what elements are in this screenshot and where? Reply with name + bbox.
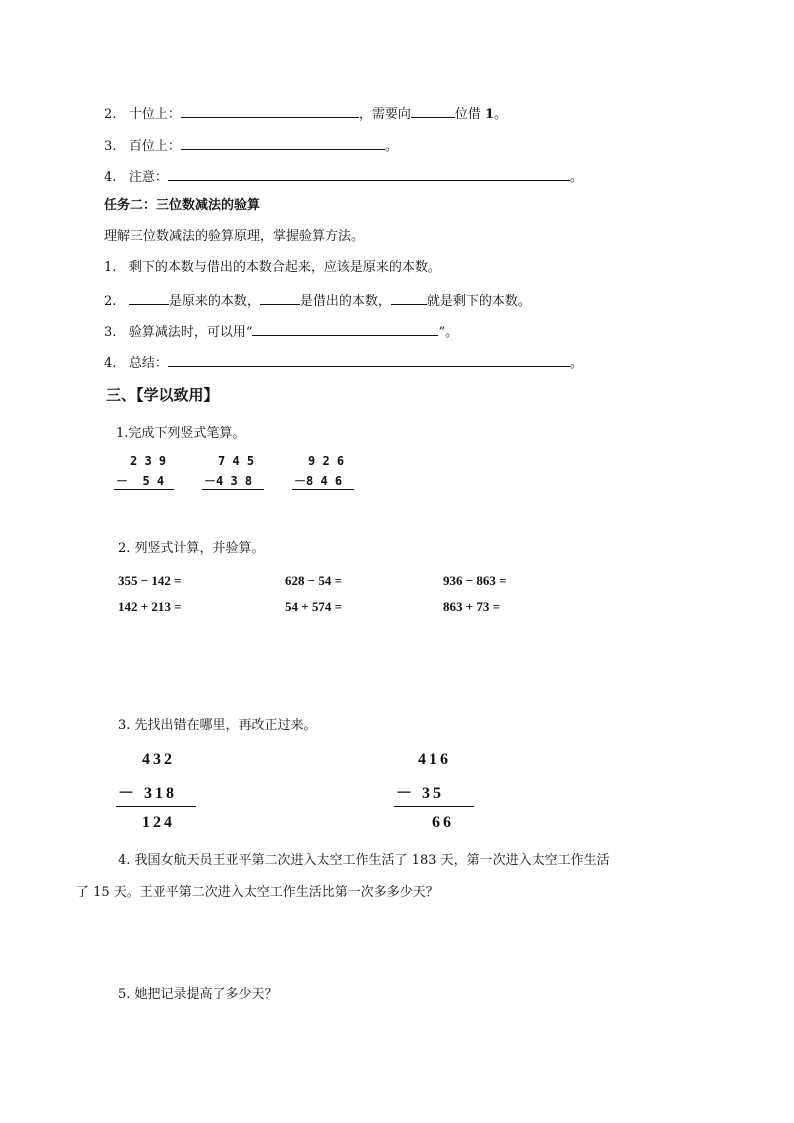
item-label: 总结： <box>128 356 168 371</box>
q1-problem-2-bottom: －4 3 8 <box>204 474 253 488</box>
punct: 。 <box>494 107 508 122</box>
step-label: 注意： <box>128 170 168 185</box>
step-number: 3. <box>104 139 117 154</box>
step-4-notice <box>104 166 583 187</box>
item-text: 剩下的本数与借出的本数合起来，应该是原来的本数。 <box>128 260 441 275</box>
item-text: 就是剩下的本数。 <box>426 294 531 309</box>
q3-problem-1-bottom: － 318 <box>118 785 178 802</box>
step-3-hundreds <box>104 135 398 156</box>
section3-title: 三、【学以致用】 <box>106 386 219 404</box>
step-number-one: 1 <box>485 107 495 122</box>
item-text: 是原来的本数， <box>168 294 260 309</box>
q2-calc: 355 − 142 = <box>118 573 182 588</box>
q1-label: 1.完成下列竖式笔算。 <box>116 426 246 441</box>
task2-item-3 <box>104 321 458 342</box>
task2-item-2 <box>104 290 531 311</box>
answer-blank[interactable] <box>391 290 427 305</box>
punct: 。 <box>569 356 583 371</box>
task2-item-4 <box>104 352 583 373</box>
q3-problem-2-bottom: － 35 <box>396 785 445 802</box>
q1-problem-3-rule <box>292 489 354 490</box>
q1-problem-2-rule <box>202 489 264 490</box>
q2-calc: 142 + 213 = <box>118 599 182 614</box>
answer-blank[interactable] <box>168 166 570 181</box>
step-number: 2. <box>104 107 117 122</box>
q2-calc: 54 + 574 = <box>285 599 343 614</box>
q2-calc: 863 + 73 = <box>443 599 501 614</box>
q3-problem-2-result: 66 <box>432 814 454 831</box>
q1-problem-1-bottom: － 5 4 <box>116 474 165 488</box>
q3-label: 3. 先找出错在哪里，再改正过来。 <box>118 718 317 733</box>
punct: 。 <box>384 139 398 154</box>
q1-problem-3-top: 9 2 6 <box>308 454 345 468</box>
item-number: 2. <box>104 294 117 309</box>
step-label: 百位上： <box>128 139 181 154</box>
item-number: 1. <box>104 260 117 275</box>
answer-blank[interactable] <box>252 321 438 336</box>
step-number: 4. <box>104 170 117 185</box>
step-text: ，需要向 <box>358 107 411 122</box>
q4-line-2: 了 15 天。王亚平第二次进入太空工作生活比第一次多多少天？ <box>76 885 439 900</box>
task2-item-1 <box>104 259 441 277</box>
answer-blank[interactable] <box>181 103 359 118</box>
answer-blank[interactable] <box>411 103 455 118</box>
q3-problem-2-rule <box>394 806 474 807</box>
answer-blank[interactable] <box>129 290 169 305</box>
item-text: 是借出的本数， <box>299 294 391 309</box>
punct: 。 <box>569 170 583 185</box>
answer-blank[interactable] <box>181 135 385 150</box>
q2-calc: 628 − 54 = <box>285 573 343 588</box>
q4-line-1: 4. 我国女航天员王亚平第二次进入太空工作生活了 183 天，第一次进入太空工作生活 <box>118 853 610 868</box>
task2-intro: 理解三位数减法的验算原理，掌握验算方法。 <box>104 229 365 244</box>
q1-problem-1-rule <box>114 489 174 490</box>
q3-problem-1-top: 432 <box>142 751 175 768</box>
item-text: ”。 <box>438 325 459 340</box>
q1-problem-2-top: 7 4 5 <box>218 454 255 468</box>
q5-label: 5. 她把记录提高了多少天？ <box>118 987 278 1002</box>
task2-title: 任务二：三位数减法的验算 <box>104 198 261 213</box>
q1-problem-1-top: 2 3 9 <box>130 454 167 468</box>
step-text: 位借 <box>454 107 481 122</box>
q3-problem-2-top: 416 <box>418 751 451 768</box>
q2-label: 2. 列竖式计算，并验算。 <box>118 541 265 556</box>
answer-blank[interactable] <box>260 290 300 305</box>
answer-blank[interactable] <box>168 352 570 367</box>
step-label: 十位上： <box>128 107 181 122</box>
q1-problem-3-bottom: －8 4 6 <box>294 474 343 488</box>
item-number: 4. <box>104 356 117 371</box>
item-number: 3. <box>104 325 117 340</box>
q2-calc: 936 − 863 = <box>443 573 507 588</box>
step-2-tens <box>104 103 507 124</box>
q3-problem-1-result: 124 <box>142 814 175 831</box>
item-text: 验算减法时，可以用“ <box>128 325 253 340</box>
q3-problem-1-rule <box>116 806 196 807</box>
